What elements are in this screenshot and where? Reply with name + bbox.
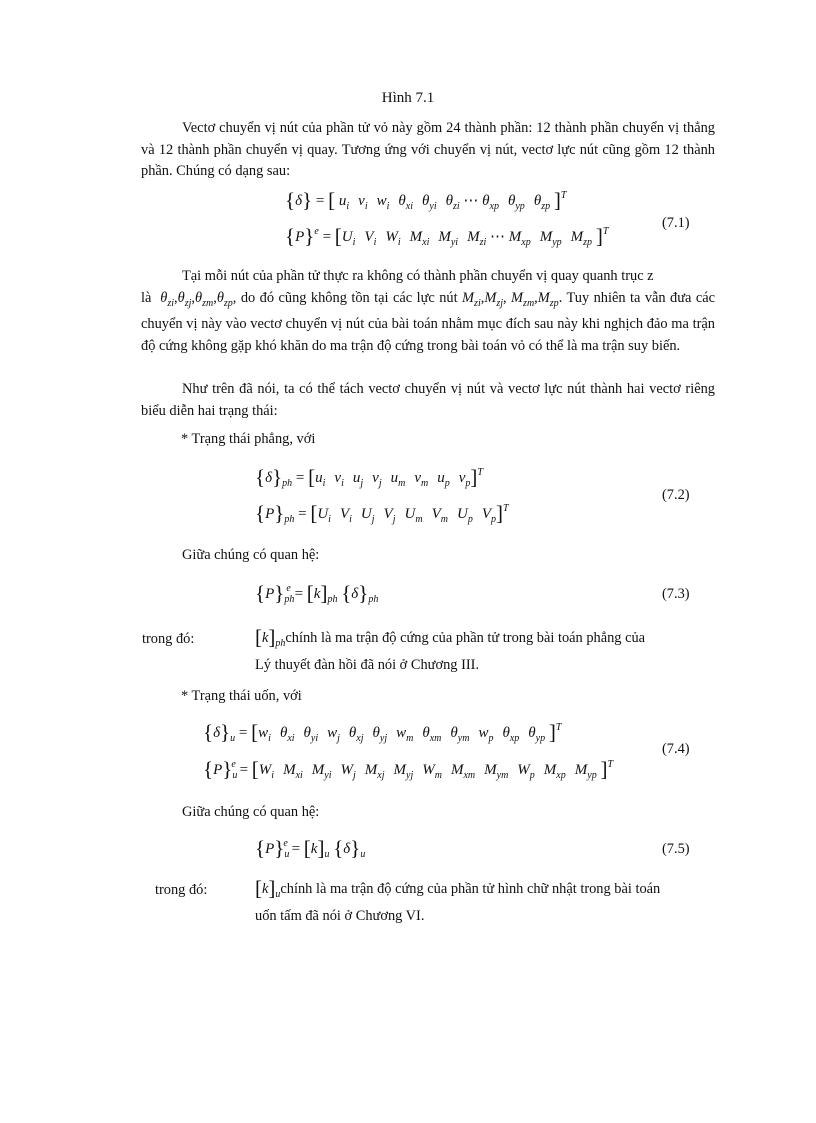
where-desc-2: $[k]_uchính$ là ma trận độ cứng của phần tử hình chữ nhật trong bài toán uốn tấm đã nói ở Chương VI. bbox=[255, 876, 661, 924]
equation-7-3: $\{P\}_{ph}^e = [k]_{ph}$ $\{\delta\}_{ph}$ bbox=[255, 581, 379, 605]
p2-text-c: do đó cũng không tồn tại các lực nút bbox=[240, 289, 458, 306]
equation-7-5: $\{P\}_u^e = [k]_u$ $\{\delta\}_u$ bbox=[255, 836, 366, 860]
equation-7-4-line2: $\{P\}_u^e = [W_i$ $M_{xi}$ $M_{yi}$ $W_j$ $M_{xj}$ $M_{yj}$ $W_m$ $M_{xm}$ $M_{ym}$ $W_p$ $M_{xp}$ $M_{yp}$ ]$^T$ bbox=[203, 757, 614, 781]
equation-number-7-4: (7.4) bbox=[662, 741, 690, 757]
where-desc-1-b: Lý thuyết đàn hồi đã nói ở Chương III. bbox=[255, 656, 480, 673]
where-desc-2-b: uốn tấm đã nói ở Chương VI. bbox=[255, 907, 425, 924]
equation-number-7-2: (7.2) bbox=[662, 487, 690, 503]
bullet-plane-state: * Trạng thái phẳng, với bbox=[181, 431, 316, 447]
equation-number-7-3: (7.3) bbox=[662, 586, 690, 602]
paragraph-separation: Như trên đã nói, ta có thể tách vectơ chuyển vị nút và vectơ lực nút thành hai vectơ riêng biểu diễn hai trạng thái: bbox=[141, 381, 715, 419]
figure-caption: Hình 7.1 bbox=[381, 90, 435, 106]
bullet-bending-state: * Trạng thái uốn, với bbox=[181, 688, 302, 704]
equation-7-4-line1: $\{\delta\}_u = [w_i$ $\theta_{xi}$ $\theta_{yi}$ $w_j$ $\theta_{xj}$ $\theta_{yj}$ $w_m$ $\theta_{xm}$ $\theta_{ym}$ $w_p$ $\theta_{xp}$ $\theta_{yp}$ ]$^T$ bbox=[203, 720, 562, 744]
equation-7-2-line1: $\{\delta\}_{ph} = [u_i$ $v_i$ $u_j$ $v_j$ $u_m$ $v_m$ $u_p$ $v_p]^T$ bbox=[255, 465, 483, 489]
p2-text-d: Tuy nhiên ta vẫn đưa các chuyển vị này vào vectơ chuyển vị nút của bài toán nhằm mục đích sau này khi nghịch đảo ma trận độ cứng không gặp khó khăn do ma trận độ cứng trong bài toán vỏ có thể là ma trận suy biến. bbox=[141, 289, 716, 354]
where-label-1: trong đó: bbox=[142, 631, 195, 647]
paragraph-rotation: Tại mỗi nút của phần tử thực ra không có thành phần chuyển vị quay quanh trục z là $\theta_{zi},\theta_{zj},\theta_{zm},\theta_{zp}$, do đó cũng không tồn tại các lực nút $M_{zi},M_{zj}$, $M_{zm},M_{zp}$. Tuy nhiên ta vẫn đưa các chuyển vị này vào vectơ chuyển vị nút của bài toán nhằm mục đích sau này khi nghịch đảo ma trận độ cứng không gặp khó khăn do ma trận độ cứng trong bài toán vỏ có thể là ma trận suy biến. bbox=[141, 268, 716, 354]
equation-7-2-line2: $\{P\}_{ph} = [U_i$ $V_i$ $U_j$ $V_j$ $U_m$ $V_m$ $U_p$ $V_p]^T$ bbox=[255, 501, 509, 525]
paragraph-intro: Vectơ chuyển vị nút của phần tử vỏ này gồm 24 thành phần: 12 thành phần chuyển vị thẳng và 12 thành phần chuyển vị quay. Tương ứng với chuyển vị nút, vectơ lực nút cũng gồm 12 thành phần. Chúng có dạng sau: bbox=[141, 120, 715, 179]
where-label-2: trong đó: bbox=[155, 882, 208, 898]
where-desc-2-a: chính là ma trận độ cứng của phần tử hình chữ nhật trong bài toán bbox=[280, 881, 661, 897]
equation-7-1-line1: {δ} = [ $u_i$ $v_i$ $w_i$ $\theta_{xi}$ $\theta_{yi}$ $\theta_{zi}$ ⋯ $\theta_{xp}$ $\theta_{yp}$ $\theta_{zp}$ ]$^T$ bbox=[285, 188, 567, 212]
relation-text-1: Giữa chúng có quan hệ: bbox=[182, 547, 320, 563]
where-desc-1: $[k]_{ph}chính$ là ma trận độ cứng của phần tử trong bài toán phẳng của Lý thuyết đàn hồi đã nói ở Chương III. bbox=[255, 625, 646, 673]
p2-text-b: là bbox=[141, 289, 152, 306]
equation-7-1-line2: $\{P\}^e = [U_i$ $V_i$ $W_i$ $M_{xi}$ $M_{yi}$ $M_{zi}$ ⋯ $M_{xp}$ $M_{yp}$ $M_{zp}$ ]$^T$ bbox=[285, 224, 609, 248]
relation-text-2: Giữa chúng có quan hệ: bbox=[182, 804, 320, 820]
p2-text-a: Tại mỗi nút của phần tử thực ra không có thành phần chuyển vị quay quanh trục z bbox=[182, 268, 654, 284]
equation-number-7-1: (7.1) bbox=[662, 215, 690, 231]
where-desc-1-a: chính là ma trận độ cứng của phần tử trong bài toán phẳng của bbox=[285, 630, 646, 646]
equation-number-7-5: (7.5) bbox=[662, 841, 690, 857]
